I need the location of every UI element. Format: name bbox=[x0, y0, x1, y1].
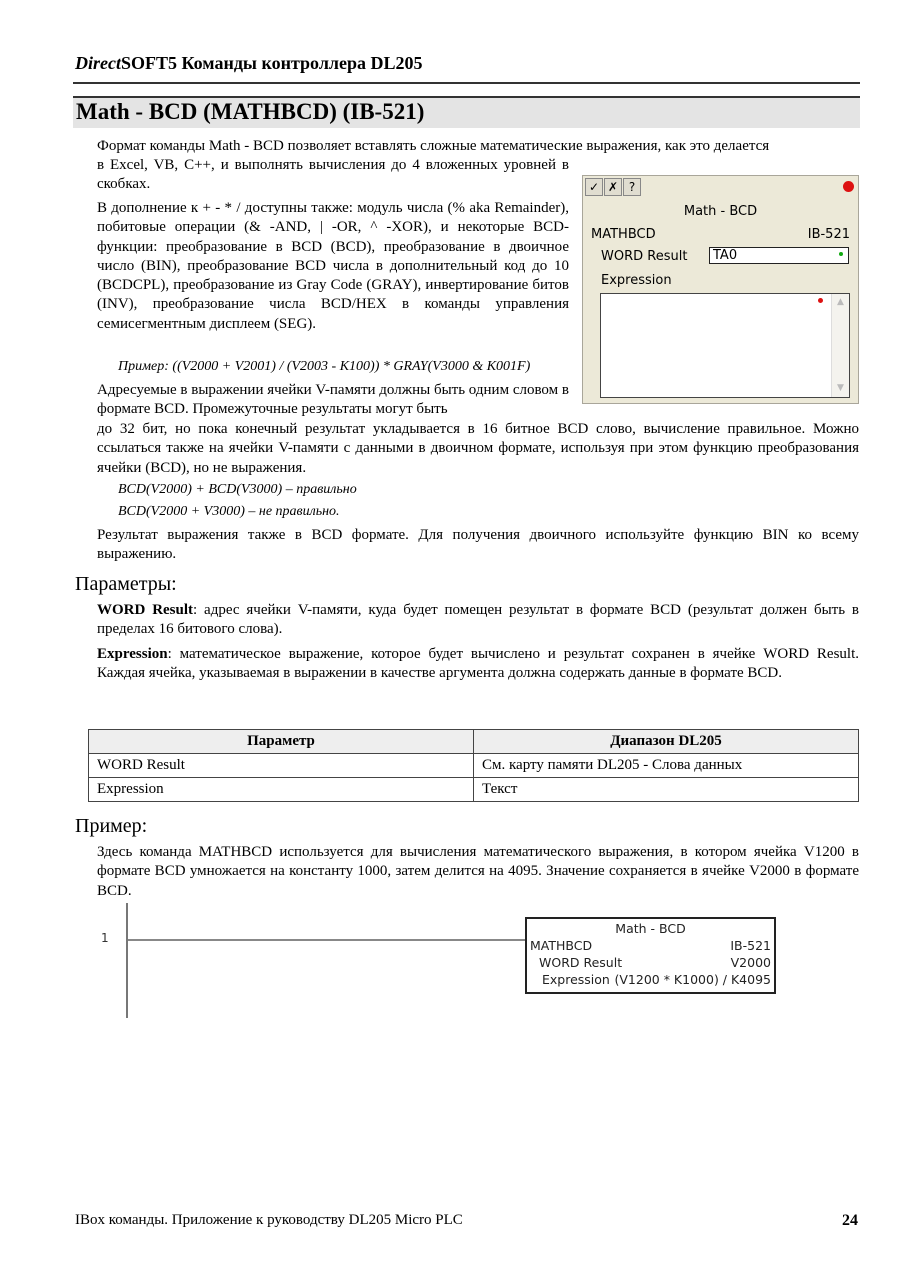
example-heading: Пример: bbox=[75, 815, 148, 837]
valid-indicator-icon bbox=[839, 252, 843, 256]
param-word-result-desc: : адрес ячейки V-памяти, куда будет помещен результат в формате BCD (результат должен быть в пределах 16 битового слова). bbox=[97, 602, 859, 638]
intro-p1-rest: в Excel, VB, C++, и выполнять вычисления до 4 вложенных уровней в скобках. bbox=[97, 157, 569, 193]
header-rule bbox=[73, 82, 860, 84]
header-title-text: SOFT5 Команды контроллера DL205 bbox=[120, 53, 423, 73]
ibox-title: Math - BCD bbox=[615, 921, 686, 936]
rung-wire bbox=[128, 939, 526, 941]
intro-p2: В дополнение к + - * / доступны также: модуль числа (% aka Remainder), побитовые операции (& -AND, | -OR, ^ -XOR), и некоторые BCD-функции: преобразование в BCD (BCD), преобразование в двоичное число (BIN), преобразование BCD числа в дополнительный код до 10 (BCDCPL), преобразование из Gray Code (GRAY), инвертирование битов (INV), преобразование числа BCD/HEX в команды управления семисегментным дисплеем (SEG). bbox=[97, 200, 569, 332]
scroll-up-icon[interactable]: ▲ bbox=[837, 297, 844, 307]
table-cell: WORD Result bbox=[89, 754, 474, 778]
intro-p3-left: Адресуемые в выражении ячейки V-памяти должны быть одним словом в формате BCD. Промежуточные результаты могут быть bbox=[97, 382, 569, 418]
mathbcd-ibox bbox=[525, 917, 776, 994]
intro-example: Пример: ((V2000 + V2001) / (V2003 - K100)) * GRAY(V3000 & K001F) bbox=[118, 359, 531, 374]
word-result-label: WORD Result bbox=[601, 249, 688, 264]
expression-textarea[interactable] bbox=[600, 293, 850, 398]
dialog-toolbar bbox=[585, 178, 642, 196]
param-expression-term: Expression bbox=[97, 646, 168, 662]
intro-p3: до 32 бит, но пока конечный результат укладывается в 16 битное BCD слово, вычисление правильное. Можно ссылаться также на ячейки V-памяти с данными в двоичном формате, используя при этом функцию преобразования ячейки (BCD), но не выражения. bbox=[97, 421, 859, 476]
ibox-name-row bbox=[530, 938, 771, 953]
dialog-instruction-code: IB-521 bbox=[807, 227, 850, 242]
expression-scrollbar[interactable] bbox=[831, 294, 849, 397]
status-indicator-icon bbox=[843, 181, 854, 192]
param-expression-desc: : математическое выражение, которое будет вычислено и результат сохранен в ячейке WORD Result. Каждая ячейка, указываемая в выражении в качестве аргумента должна содержать данные в формате BCD. bbox=[97, 646, 859, 682]
header-brand: Direct bbox=[75, 53, 121, 73]
param-word-result bbox=[97, 601, 859, 640]
table-header: Диапазон DL205 bbox=[474, 730, 859, 754]
page-number: 24 bbox=[842, 1212, 858, 1229]
ibox-word-label: WORD Result bbox=[539, 955, 623, 970]
mathbcd-dialog bbox=[582, 175, 859, 404]
table-cell: Expression bbox=[89, 778, 474, 802]
params-heading: Параметры: bbox=[75, 573, 177, 595]
cancel-icon[interactable]: ✗ bbox=[604, 178, 622, 196]
ibox-word-value: V2000 bbox=[730, 955, 771, 970]
table-row bbox=[89, 754, 859, 778]
parameter-table bbox=[88, 729, 859, 802]
word-result-value: TA0 bbox=[713, 248, 738, 263]
param-word-result-term: WORD Result bbox=[97, 602, 194, 618]
help-icon[interactable]: ? bbox=[623, 178, 641, 196]
table-header: Параметр bbox=[89, 730, 474, 754]
footer-text: IBox команды. Приложение к руководству DL205 Micro PLC bbox=[75, 1212, 463, 1228]
left-power-rail bbox=[126, 903, 128, 1018]
correct-example: BCD(V2000) + BCD(V3000) – правильно bbox=[118, 482, 357, 497]
table-cell: Текст bbox=[474, 778, 859, 802]
ibox-expr-row bbox=[542, 972, 771, 987]
running-header bbox=[75, 53, 423, 74]
scroll-down-icon[interactable]: ▼ bbox=[837, 383, 844, 393]
param-expression bbox=[97, 645, 859, 684]
ibox-word-row bbox=[539, 955, 771, 970]
intro-p4: Результат выражения также в BCD формате. Для получения двоичного используйте функцию BIN ко всему выражению. bbox=[97, 527, 859, 563]
word-result-input[interactable] bbox=[709, 247, 849, 264]
table-cell: См. карту памяти DL205 - Слова данных bbox=[474, 754, 859, 778]
ibox-expr-value: (V1200 * K1000) / K4095 bbox=[614, 972, 771, 987]
expression-label: Expression bbox=[601, 273, 672, 288]
ibox-code: IB-521 bbox=[730, 938, 771, 953]
ibox-expr-label: Expression bbox=[542, 972, 610, 987]
intro-line1: Формат команды Math - BCD позволяет вставлять сложные математические выражения, как это делается bbox=[97, 138, 770, 154]
table-header-row bbox=[89, 730, 859, 754]
section-title: Math - BCD (MATHBCD) (IB-521) bbox=[76, 99, 425, 124]
table-row bbox=[89, 778, 859, 802]
rung-number: 1 bbox=[101, 931, 109, 945]
incorrect-example: BCD(V2000 + V3000) – не правильно. bbox=[118, 504, 340, 519]
check-icon[interactable]: ✓ bbox=[585, 178, 603, 196]
dialog-title: Math - BCD bbox=[683, 204, 758, 219]
example-text: Здесь команда MATHBCD используется для вычисления математического выражения, в котором ячейка V1200 в формате BCD умножается на константу 1000, затем делится на 4095. Значение сохраняется в ячейке V2000 в формате BCD. bbox=[97, 844, 859, 899]
invalid-indicator-icon bbox=[818, 298, 823, 303]
dialog-instruction-name: MATHBCD bbox=[591, 227, 656, 242]
ibox-name: MATHBCD bbox=[530, 938, 593, 953]
